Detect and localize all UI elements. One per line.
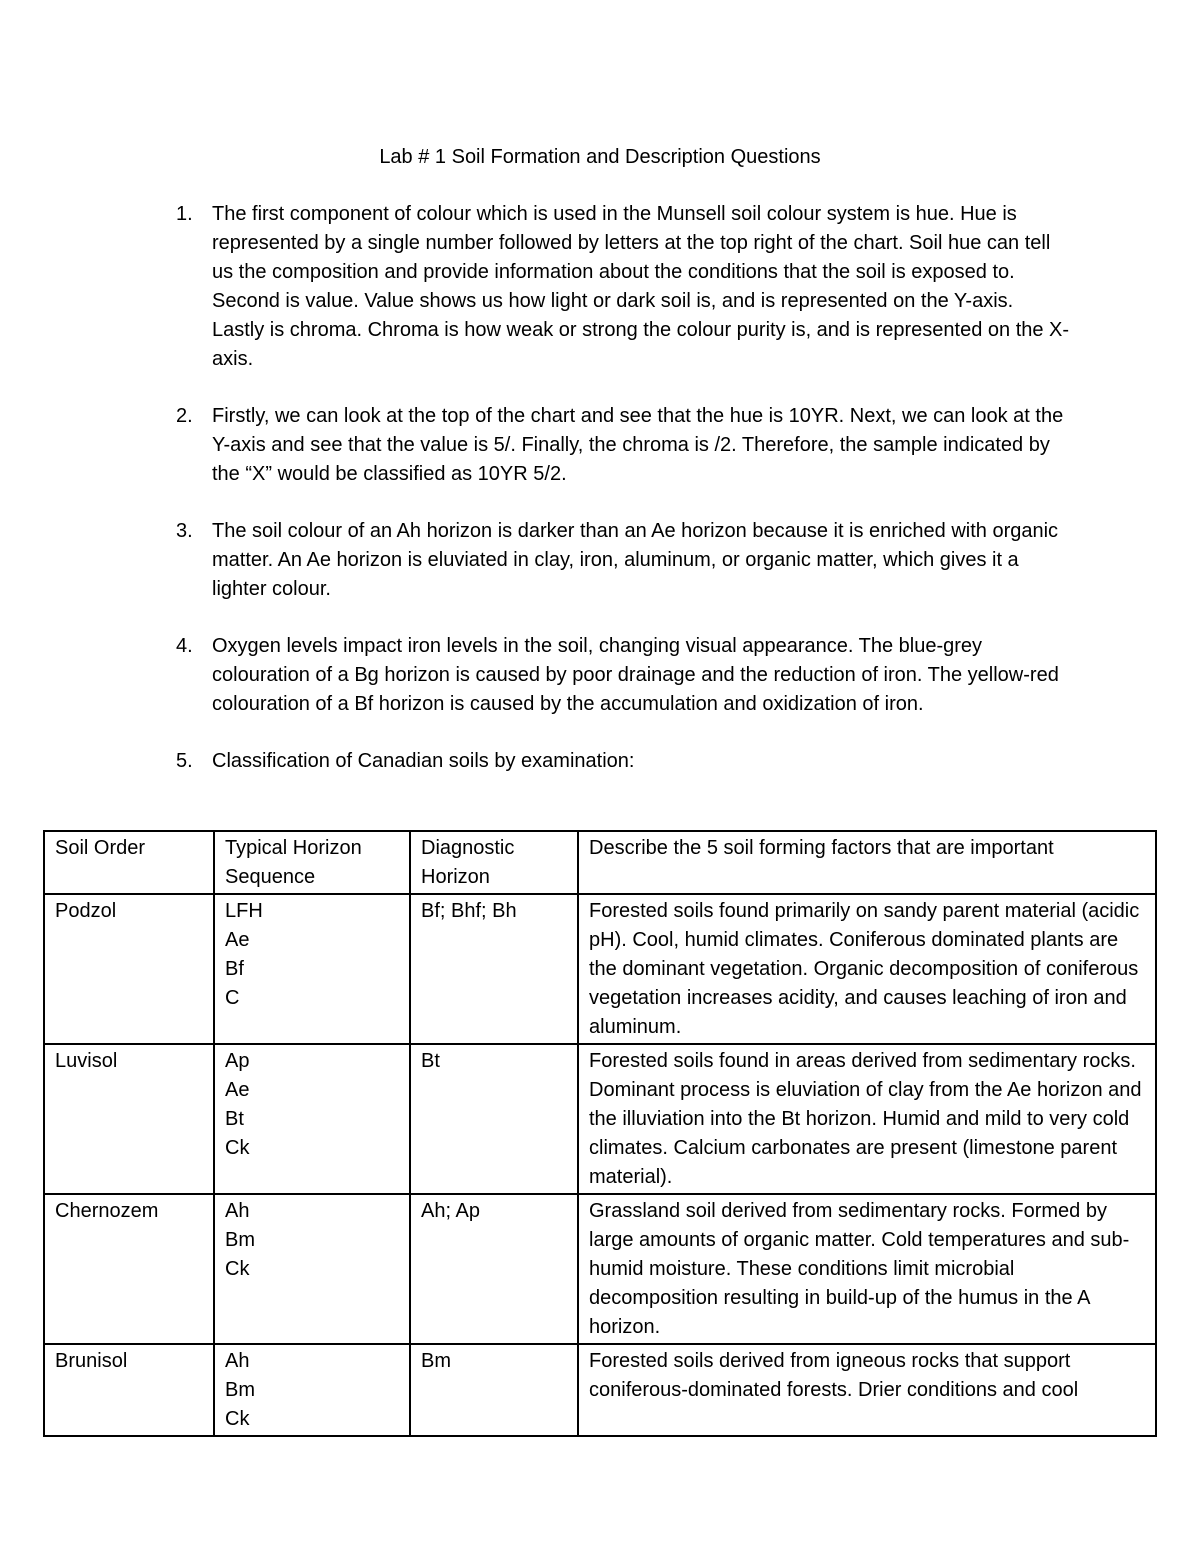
header-soil-order: Soil Order bbox=[44, 831, 214, 894]
diagnostic-horizon-cell: Ah; Ap bbox=[410, 1194, 578, 1344]
page-title: Lab # 1 Soil Formation and Description Questions bbox=[379, 146, 821, 168]
soil-factors-cell: Forested soils found primarily on sandy parent material (acidic pH). Cool, humid climates. Coniferous dominated plants are the dominant vegetation. Organic decomposition of coniferous vegetation increases acidity, and causes leaching of iron and aluminum. bbox=[578, 894, 1156, 1044]
horizon-sequence-cell: Ap Ae Bt Ck bbox=[214, 1044, 410, 1194]
header-horizon-sequence: Typical Horizon Sequence bbox=[214, 831, 410, 894]
soil-factors-cell: Forested soils derived from igneous rocks that support coniferous-dominated forests. Drier conditions and cool bbox=[578, 1344, 1156, 1436]
question-item bbox=[170, 517, 1070, 604]
question-text: Classification of Canadian soils by examination: bbox=[212, 750, 635, 772]
diagnostic-horizon-cell: Bf; Bhf; Bh bbox=[410, 894, 578, 1044]
question-item bbox=[170, 632, 1070, 719]
question-item bbox=[170, 747, 1070, 776]
question-list bbox=[170, 200, 1070, 804]
soil-factors-cell: Grassland soil derived from sedimentary rocks. Formed by large amounts of organic matter. Cold temperatures and sub-humid moisture. These conditions limit microbial decomposition resulting in build-up of the humus in the A horizon. bbox=[578, 1194, 1156, 1344]
header-diagnostic-horizon: Diagnostic Horizon bbox=[410, 831, 578, 894]
question-number: 4. bbox=[176, 635, 193, 657]
diagnostic-horizon-cell: Bm bbox=[410, 1344, 578, 1436]
question-text: Oxygen levels impact iron levels in the soil, changing visual appearance. The blue-grey colouration of a Bg horizon is caused by poor drainage and the reduction of iron. The yellow-red colouration of a Bf horizon is caused by the accumulation and oxidization of iron. bbox=[212, 635, 1059, 715]
table-row bbox=[44, 1194, 1156, 1344]
question-item bbox=[170, 402, 1070, 489]
soil-order-cell: Chernozem bbox=[44, 1194, 214, 1344]
diagnostic-horizon-cell: Bt bbox=[410, 1044, 578, 1194]
table-header-row bbox=[44, 831, 1156, 894]
horizon-sequence-cell: Ah Bm Ck bbox=[214, 1194, 410, 1344]
question-number: 3. bbox=[176, 520, 193, 542]
horizon-sequence-cell: Ah Bm Ck bbox=[214, 1344, 410, 1436]
header-soil-forming-factors: Describe the 5 soil forming factors that are important bbox=[578, 831, 1156, 894]
soil-factors-cell: Forested soils found in areas derived from sedimentary rocks. Dominant process is eluviation of clay from the Ae horizon and the illuviation into the Bt horizon. Humid and mild to very cold climates. Calcium carbonates are present (limestone parent material). bbox=[578, 1044, 1156, 1194]
question-text: Firstly, we can look at the top of the chart and see that the hue is 10YR. Next, we can look at the Y-axis and see that the value is 5/. Finally, the chroma is /2. Therefore, the sample indicated by the “X” would be classified as 10YR 5/2. bbox=[212, 405, 1064, 485]
question-number: 5. bbox=[176, 750, 193, 772]
soil-order-cell: Luvisol bbox=[44, 1044, 214, 1194]
table-row bbox=[44, 894, 1156, 1044]
soil-order-cell: Brunisol bbox=[44, 1344, 214, 1436]
horizon-sequence-cell: LFH Ae Bf C bbox=[214, 894, 410, 1044]
question-item bbox=[170, 200, 1070, 374]
table-row bbox=[44, 1044, 1156, 1194]
soil-classification-table bbox=[43, 830, 1157, 1437]
question-number: 1. bbox=[176, 203, 193, 225]
table-row bbox=[44, 1344, 1156, 1436]
question-text: The first component of colour which is used in the Munsell soil colour system is hue. Hue is represented by a single number followed by letters at the top right of the chart. Soil hue can tell us the composition and provide information about the conditions that the soil is exposed to. Second is value. Value shows us how light or dark soil is, and is represented on the Y-axis. Lastly is chroma. Chroma is how weak or strong the colour purity is, and is represented on the X-axis. bbox=[212, 203, 1070, 370]
soil-order-cell: Podzol bbox=[44, 894, 214, 1044]
question-number: 2. bbox=[176, 405, 193, 427]
question-text: The soil colour of an Ah horizon is darker than an Ae horizon because it is enriched with organic matter. An Ae horizon is eluviated in clay, iron, aluminum, or organic matter, which gives it a lighter colour. bbox=[212, 520, 1059, 600]
